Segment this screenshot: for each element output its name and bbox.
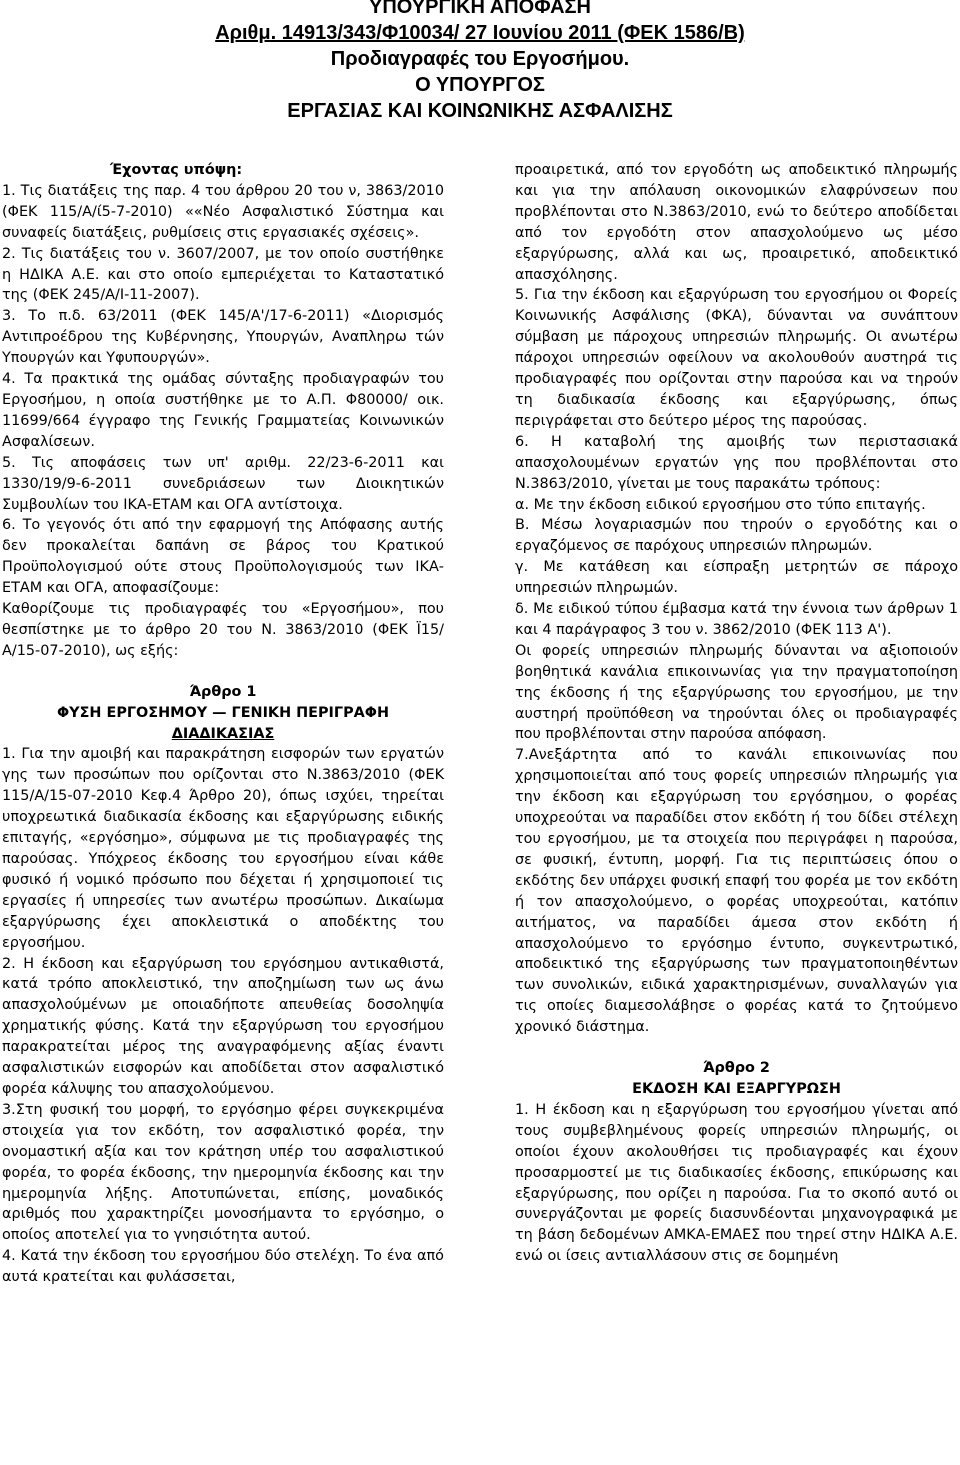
- paragraph: Καθορίζουμε τις προδιαγραφές του «Εργοσήμου», που θεσπίστηκε με το άρθρο 20 του Ν. 3863/2010 (ΦΕΚ Ϊ15/ Α/15-07-2010), ως εξής:: [2, 601, 444, 659]
- paragraph: προαιρετικά, από τον εργοδότη ως αποδεικτικό πληρωμής και για την απόλαυση οικονομικών ελαφρύνσεων που προβλέπονται στο Ν.3863/2010, ενώ το δεύτερο αποδίδεται από τον εργοδότη στον απασχολούμενο ως μέσο εξαργύρωσης, αλλά και ως, προαιρετικό, αποδεικτικό απασχόλησης.: [515, 162, 958, 283]
- minister-title: Ο ΥΠΟΥΡΓΟΣ: [415, 74, 545, 96]
- article-1-subtitle: ΦΥΣΗ ΕΡΓΟΣΗΜΟΥ — ΓΕΝΙΚΗ ΠΕΡΙΓΡΑΦΗ: [56, 704, 390, 721]
- left-column: [2, 160, 444, 1288]
- paragraph: 5. Τις αποφάσεις των υπ' αριθμ. 22/23-6-2011 και 1330/19/9-6-2011 συνεδριάσεων των Διοικητικών Συμβουλίων του ΙΚΑ-ΕΤΑΜ και ΟΓΑ αντίστοιχα.: [2, 454, 444, 513]
- ministry-name: ΕΡΓΑΣΙΑΣ ΚΑΙ ΚΟΙΝΩΝΙΚΗΣ ΑΣΦΑΛΙΣΗΣ: [287, 100, 673, 122]
- paragraph: 7.Ανεξάρτητα από το κανάλι επικοινωνίας που χρησιμοποιείται από τους φορείς υπηρεσιών πληρωμής για την έκδοση και εξαργύρωση του εργόσημου, ο φορέας υποχρεούται να παραδίδει στον εκδότη ή του δίδει στέλεχη του εργοσήμου, με τα στοιχεία που περιγράφει η παρούσα, σε φυσική, έντυπη, μορφή. Για τις περιπτώσεις όπου ο εκδότης δεν υπάρχει φυσική επαφή του φορέα με τον εκδότη ή τον απασχολούμενο, ο φορέας υποχρεούται, κατόπιν αιτήματος, να παραδίδει άμεσα στον εκδότη ή απασχολούμενο το εργόσημο έντυπο, συγκεντρωτικό, αποδεικτικό της εξαργύρωσης των πραγματοποιηθέντων των συνολικών, ειδικά χαρακτηρισμένων, συναλλαγών για τις οποίες διαμεσολάβησε ο φορέας κατά το ζητούμενο χρονικό διάστημα.: [515, 747, 958, 1036]
- paragraph: γ. Με κατάθεση και είσπραξη μετρητών σε πάροχο υπηρεσιών πληρωμών.: [515, 559, 958, 597]
- paragraph: Οι φορείς υπηρεσιών πληρωμής δύνανται να αξιοποιούν βοηθητικά κανάλια επικοινωνίας για την πραγματοποίηση της έκδοσης ή της εξαργύρωσης του εργοσήμου, με την αυστηρή προϋπόθεση να τηρούνται όλες οι προδιαγραφές που προβλέπονται στην παρούσα απόφαση.: [515, 642, 958, 743]
- paragraph: 2. Τις διατάξεις του ν. 3607/2007, με τον οποίο συστήθηκε η ΗΔΙΚΑ Α.Ε. και στο οποίο εμπεριέχεται το Καταστατικό της (ΦΕΚ 245/Α/Ι-11-2007).: [2, 245, 444, 304]
- article-2-subtitle: ΕΚΔΟΣΗ ΚΑΙ ΕΞΑΡΓΥΡΩΣΗ: [632, 1080, 841, 1097]
- paragraph: 4. Τα πρακτικά της ομάδας σύνταξης προδιαγραφών του Εργοσήμου, η οποία συστήθηκε με το Α.Π. Φ80000/ οικ. 11699/664 έγγραφο της Γενικής Γραμματείας Κοινωνικών Ασφαλίσεων.: [2, 371, 444, 450]
- decision-number: Αριθμ. 14913/343/Φ10034/ 27 Ιουνίου 2011 (ΦΕΚ 1586/Β): [215, 22, 745, 44]
- paragraph: α. Με την έκδοση ειδικού εργοσήμου στο τύπο επιταγής.: [515, 496, 926, 513]
- paragraph: 2. Η έκδοση και εξαργύρωση του εργόσημου αντικαθιστά, κατά τρόπο αποκλειστικό, την αποζημίωση των ως άνω απασχολούμένων με οποιαδήποτε απευθείας δοσοληψία χρηματικής φύσης. Κατά την εξαργύρωση του εργοσήμου παρακρατείται μέρος της αναγραφόμενης αξίας έναντι ασφαλιστικών εισφορών και αποδίδεται στον ασφαλιστικό φορέα κάλυψης του απασχολούμενου.: [2, 955, 444, 1097]
- paragraph: 1. Τις διατάξεις της παρ. 4 του άρθρου 20 του ν, 3863/2010 (ΦΕΚ 115/Α/ί5-7-2010) ««Νέο Ασφαλιστικό Σύστημα και συναφείς διατάξεις, ρυθμίσεις στις εργασιακές σχέσεις».: [2, 182, 444, 241]
- spacer: [515, 1038, 958, 1058]
- paragraph: 5. Για την έκδοση και εξαργύρωση του εργοσήμου οι Φορείς Κοινωνικής Ασφάλισης (ΦΚΑ), δύνανται να συνάπτουν σύμβαση με πάροχους υπηρεσιών πληρωμής. Οι ανωτέρω πάροχοι υπηρεσιών οφείλουν να ακολουθούν αυστηρά τις προδιαγραφές που ορίζονται στην παρούσα και να τηρούν τη διαδικασία έκδοσης και εξαργύρωσης, όπως περιγράφεται στο δεύτερο μέρος της παρούσας.: [515, 287, 958, 429]
- decision-subject: Προδιαγραφές του Εργοσήμου.: [330, 48, 630, 70]
- having-regard-heading: Έχοντας υπόψη:: [110, 162, 243, 178]
- paragraph: 6. Η καταβολή της αμοιβής των περιστασιακά απασχολουμένων εργατών γης που προβλέπονται στο Ν.3863/2010, γίνεται με τους παρακάτω τρόπους:: [515, 433, 958, 492]
- paragraph: 4. Κατά την έκδοση του εργοσήμου δύο στελέχη. Το ένα από αυτά κρατείται και φυλάσσεται,: [2, 1248, 444, 1286]
- paragraph: Β. Μέσω λογαριασμών που τηρούν ο εργοδότης και ο εργαζόμενος σε παρόχους υπηρεσιών πληρωμών.: [515, 517, 958, 555]
- paragraph: 1. Η έκδοση και η εξαργύρωση του εργοσήμου γίνεται από τους συμβεβλημένους φορείς υπηρεσιών πληρωμής, οι οποίοι έχουν ακολουθήσει τις προδιαγραφές και έχουν προσαρμοστεί με τις διαδικασίες έκδοσης, επικύρωσης και εξαργύρωσης, που ορίζει η παρούσα. Για το σκοπό αυτό οι συνεργάζονται με φορείς διασυνδέονται μηχανογραφικά με τη βάση δεδομένων ΑΜΚΑ-ΕΜΑΕΣ που τηρεί στην ΗΔΙΚΑ Α.Ε. ενώ οι ίσεις αντιαλλάσουν στις σε δομημένη: [515, 1101, 958, 1265]
- article-1-subtitle-2: ΔΙΑΔΙΚΑΣΙΑΣ: [171, 725, 275, 742]
- paragraph: 1. Για την αμοιβή και παρακράτηση εισφορών των εργατών γης των προσώπων που ορίζονται στο Ν.3863/2010 (ΦΕΚ 115/Α/15-07-2010 Κεφ.4 Άρθρο 20), όπως ισχύει, τηρείται υποχρεωτικά διαδικασία έκδοσης και εξαργύρωσης ειδικής επιταγής, «εργόσημο», σύμφωνα με τις προδιαγραφές της παρούσας. Υπόχρεος έκδοσης του εργοσήμου είναι κάθε φυσικό ή νομικό πρόσωπο που δέχεται ή χρησιμοποιεί τις εργασίες ή υπηρεσίες των ανωτέρω προσώπων. Δικαίωμα εξαργύρωσης έχει αποκλειστικά ο αποδέκτης του εργοσήμου.: [2, 746, 444, 951]
- paragraph: 3.Στη φυσική του μορφή, το εργόσημο φέρει συγκεκριμένα στοιχεία για τον εκδότη, τον ασφαλιστικό φορέα, την ονομαστική αξία και τον κράτηση υπέρ του ασφαλιστικού φορέα, το φορέα έκδοσης, την ημερομηνία έκδοσης και την ημερομηνία λήξης. Αποτυπώνεται, επίσης, μοναδικός αριθμός που χαρακτηρίζει μονοσήμαντα το εργόσημο, ο οποίος αποτελεί για το γνησιότητα αυτού.: [2, 1101, 444, 1244]
- article-1-title: Άρθρο 1: [189, 683, 257, 700]
- paragraph: 6. Το γεγονός ότι από την εφαρμογή της Απόφασης αυτής δεν προκαλείται δαπάνη σε βάρος του Κρατικού Προϋπολογισμού ούτε στους Προϋπολογισμούς των ΙΚΑ-ΕΤΑΜ και ΟΓΑ, αποφασίζουμε:: [2, 517, 444, 597]
- right-column: [515, 160, 958, 1267]
- document-header: [0, 0, 960, 124]
- decision-type: ΥΠΟΥΡΓΙΚΗ ΑΠΟΦΑΣΗ: [369, 0, 591, 18]
- spacer: [2, 662, 444, 682]
- article-2-title: Άρθρο 2: [703, 1060, 770, 1077]
- paragraph: δ. Με ειδικού τύπου έμβασμα κατά την έννοια των άρθρων 1 και 4 παράγραφος 3 του ν. 3862/2010 (ΦΕΚ 113 Α').: [515, 601, 958, 638]
- paragraph: 3. Το π.δ. 63/2011 (ΦΕΚ 145/Α'/17-6-2011) «Διορισμός Αντιπροέδρου της Κυβέρνησης, Υπουργών, Αναπληρω τών Υπουργών και Υφυπουργών».: [2, 308, 444, 367]
